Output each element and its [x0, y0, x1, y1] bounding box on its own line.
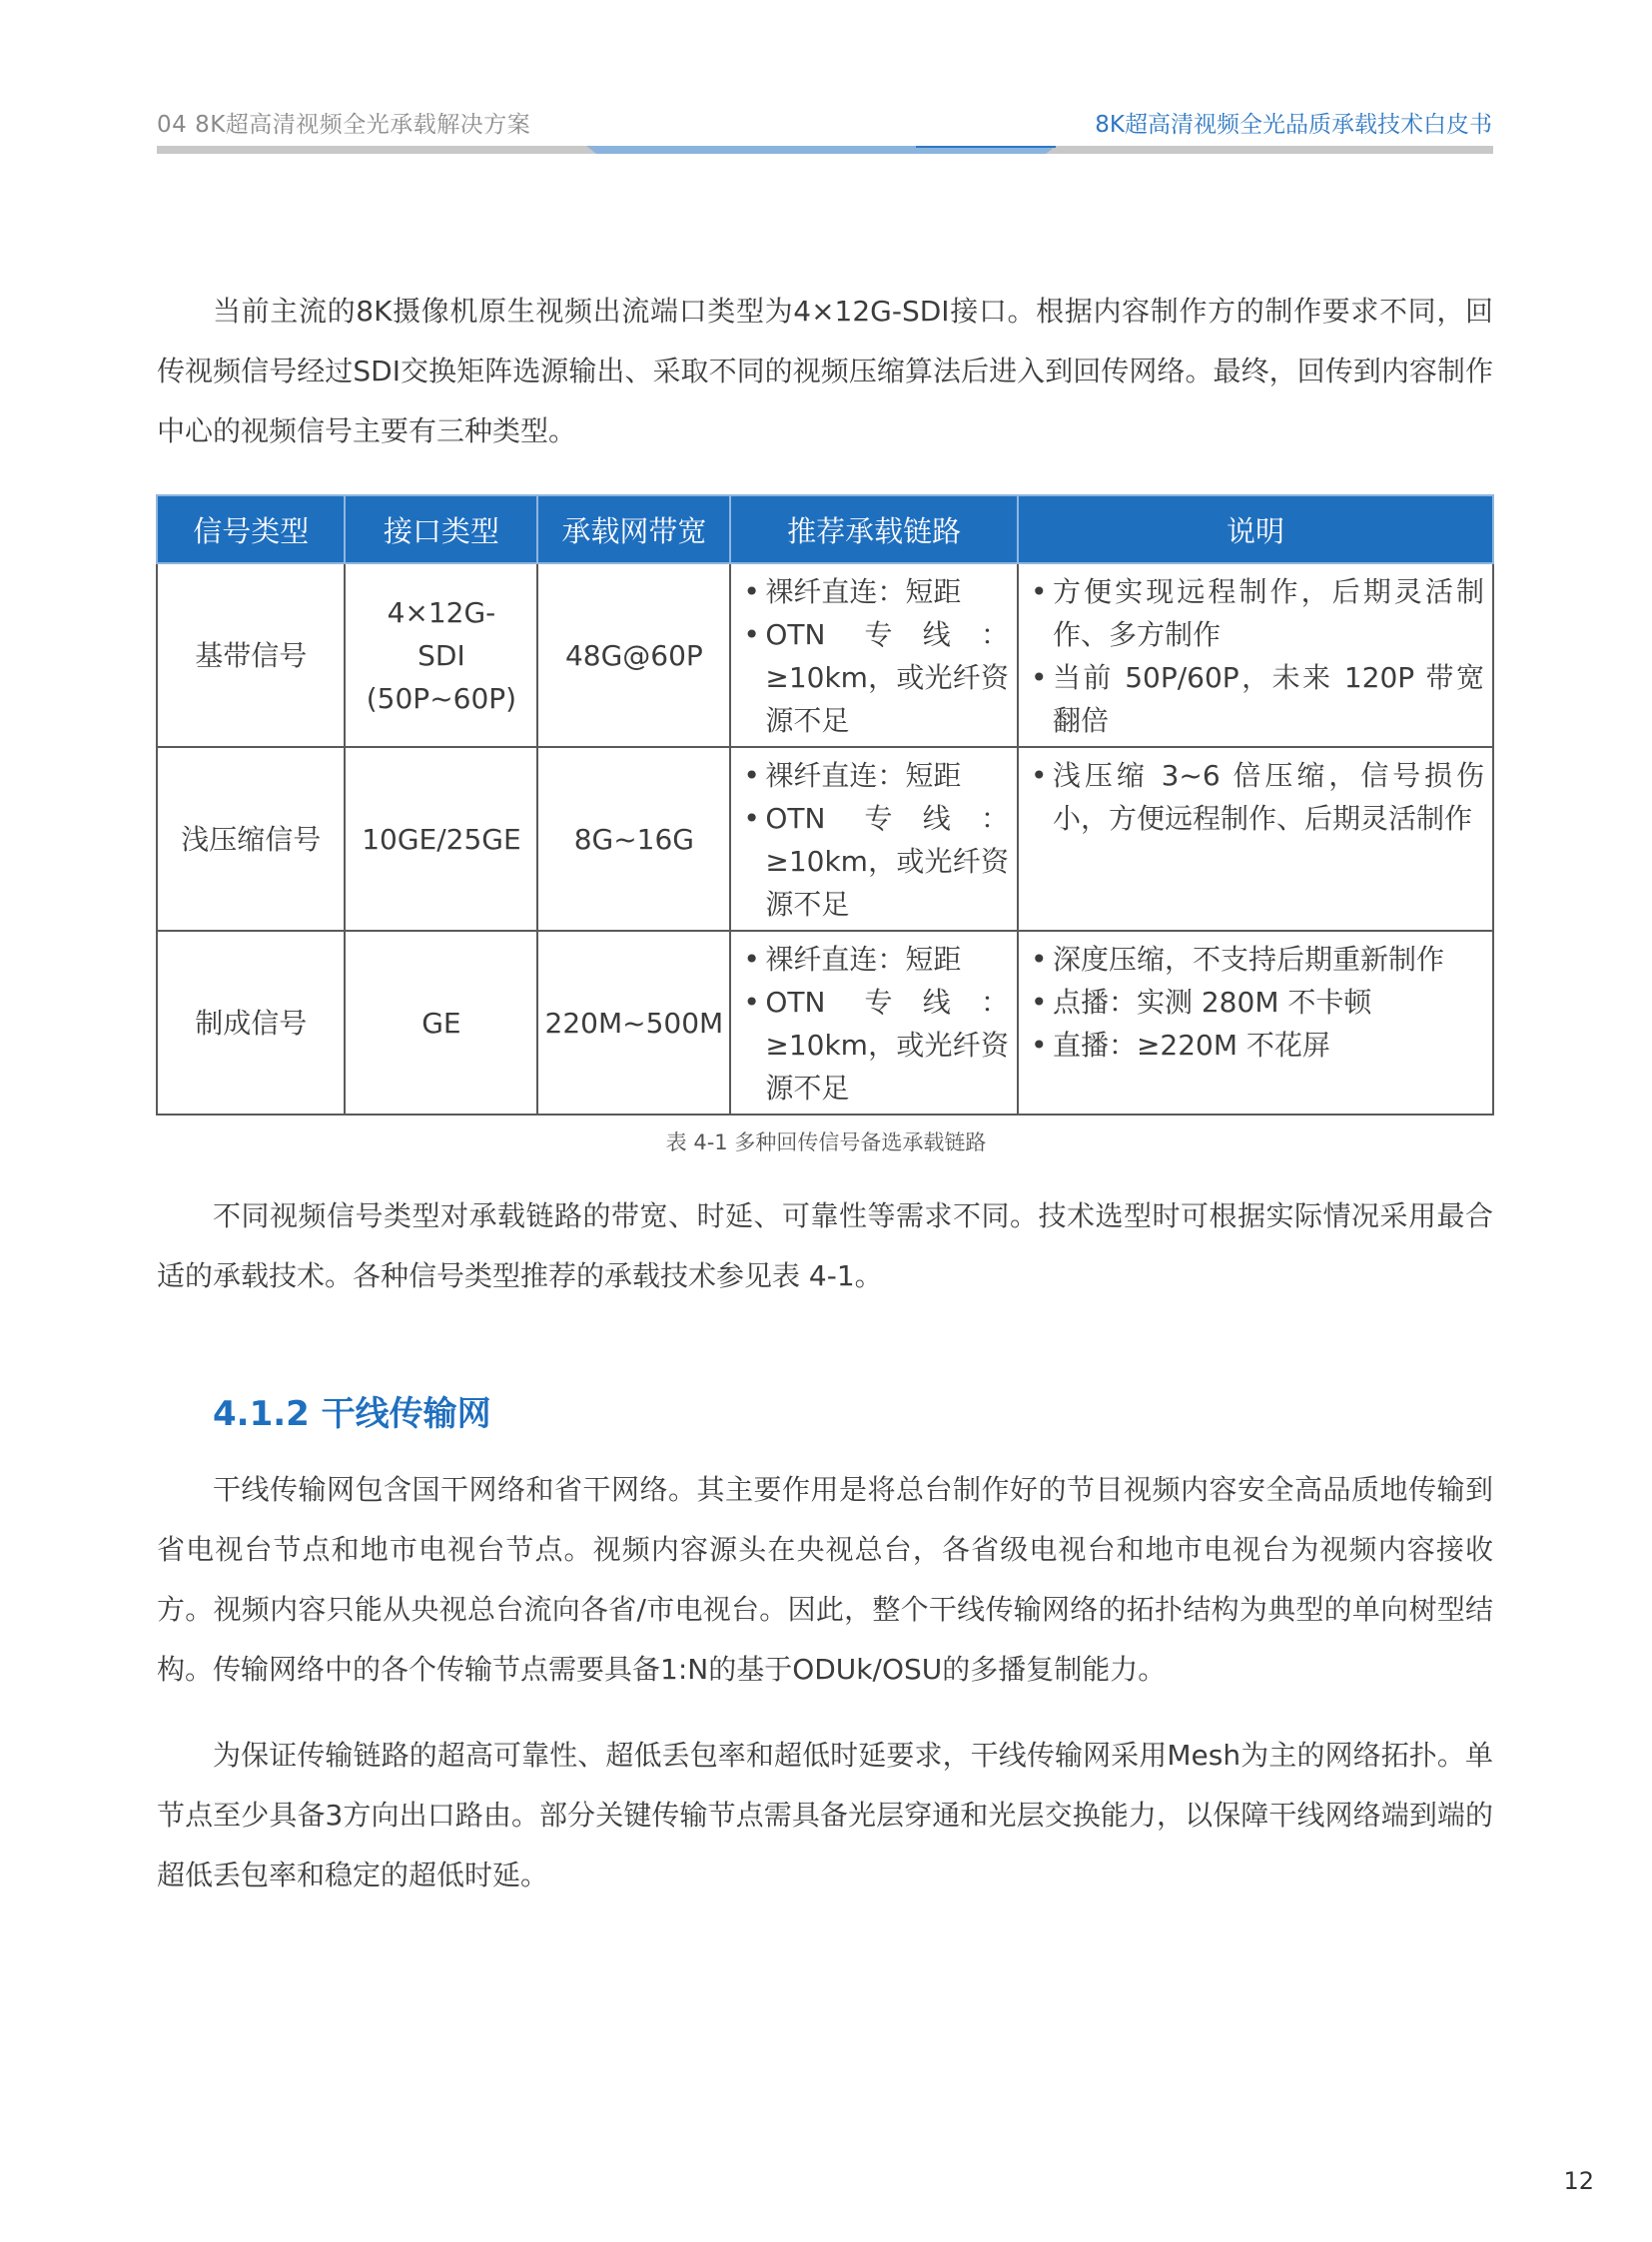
table-row [157, 931, 1493, 1115]
header-document-title: 8K超高清视频全光品质承载技术白皮书 [1095, 112, 1492, 138]
table-row [157, 747, 1493, 931]
col-header-notes: 说明 [1018, 495, 1493, 563]
cell-links: • 裸纤直连：短距 • OTN 专线：≥10km，或光纤资源不足 [730, 563, 1018, 747]
col-header-interface: 接口类型 [345, 495, 537, 563]
note-item: 深度压缩，不支持后期重新制作 [1052, 943, 1444, 976]
table-caption: 表 4-1 多种回传信号备选承载链路 [665, 1130, 987, 1154]
link-item: 裸纤直连：短距 [765, 759, 962, 792]
col-header-bandwidth: 承载网带宽 [537, 495, 730, 563]
link-item: 裸纤直连：短距 [765, 575, 962, 608]
link-item: OTN 专线：≥10km，或光纤资源不足 [765, 802, 1009, 921]
note-item: 当前 50P/60P，未来 120P 带宽翻倍 [1052, 661, 1484, 737]
link-item: OTN 专线：≥10km，或光纤资源不足 [765, 986, 1009, 1105]
note-item: 直播：≥220M 不花屏 [1052, 1029, 1330, 1062]
col-header-links: 推荐承载链路 [730, 495, 1018, 563]
paragraph-trunk-network: 干线传输网包含国干网络和省干网络。其主要作用是将总台制作好的节目视频内容安全高品质地传输到省电视台节点和地市电视台节点。视频内容源头在央视总台，各省级电视台和地市电视台为视频内容接收方。视频内容只能从央视总台流向各省/市电视台。因此，整个干线传输网络的拓扑结构为典型的单向树型结构。传输网络中的各个传输节点需要具备1:N的基于ODUk/OSU的多播复制能力。 [157, 1473, 1493, 1686]
cell-notes: • 浅压缩 3~6 倍压缩，信号损伤小，方便远程制作、后期灵活制作 [1018, 747, 1493, 931]
signal-table [156, 494, 1494, 1116]
table-row [157, 563, 1493, 747]
col-header-signal-type: 信号类型 [157, 495, 345, 563]
cell-interface: GE [345, 931, 537, 1115]
cell-signal-type: 浅压缩信号 [157, 747, 345, 931]
link-item: OTN 专线：≥10km，或光纤资源不足 [765, 618, 1009, 737]
note-item: 浅压缩 3~6 倍压缩，信号损伤小，方便远程制作、后期灵活制作 [1052, 759, 1484, 835]
header-rule [157, 146, 1493, 156]
cell-interface: 10GE/25GE [345, 747, 537, 931]
cell-links: • 裸纤直连：短距 • OTN 专线：≥10km，或光纤资源不足 [730, 747, 1018, 931]
cell-notes: • 深度压缩，不支持后期重新制作 • 点播：实测 280M 不卡顿 • 直播：≥220M 不花屏 [1018, 931, 1493, 1115]
page-number: 12 [1563, 2167, 1594, 2195]
cell-bandwidth: 220M~500M [537, 931, 730, 1115]
header-chapter-title: 04 8K超高清视频全光承载解决方案 [157, 112, 531, 138]
paragraph-tech-selection: 不同视频信号类型对承载链路的带宽、时延、可靠性等需求不同。技术选型时可根据实际情况采用最合适的承载技术。各种信号类型推荐的承载技术参见表 4-1。 [157, 1199, 1493, 1292]
table-header-row [157, 495, 1493, 563]
cell-signal-type: 制成信号 [157, 931, 345, 1115]
link-item: 裸纤直连：短距 [765, 943, 962, 976]
section-title: 4.1.2 干线传输网 [213, 1394, 491, 1434]
cell-notes: • 方便实现远程制作，后期灵活制作、多方制作 • 当前 50P/60P，未来 120P 带宽翻倍 [1018, 563, 1493, 747]
paragraph-reliability: 为保证传输链路的超高可靠性、超低丢包率和超低时延要求，干线传输网采用Mesh为主的网络拓扑。单节点至少具备3方向出口路由。部分关键传输节点需具备光层穿通和光层交换能力，以保障干线网络端到端的超低丢包率和稳定的超低时延。 [157, 1739, 1493, 1891]
cell-bandwidth: 8G~16G [537, 747, 730, 931]
note-item: 点播：实测 280M 不卡顿 [1052, 986, 1372, 1019]
intro-paragraph: 当前主流的8K摄像机原生视频出流端口类型为4×12G-SDI接口。根据内容制作方的制作要求不同，回传视频信号经过SDI交换矩阵选源输出、采取不同的视频压缩算法后进入到回传网络。最终，回传到内容制作中心的视频信号主要有三种类型。 [157, 295, 1493, 447]
cell-bandwidth: 48G@60P [537, 563, 730, 747]
cell-links: • 裸纤直连：短距 • OTN 专线：≥10km，或光纤资源不足 [730, 931, 1018, 1115]
note-item: 方便实现远程制作，后期灵活制作、多方制作 [1052, 575, 1484, 651]
cell-interface: 4×12G- SDI (50P~60P) [345, 563, 537, 747]
cell-signal-type: 基带信号 [157, 563, 345, 747]
